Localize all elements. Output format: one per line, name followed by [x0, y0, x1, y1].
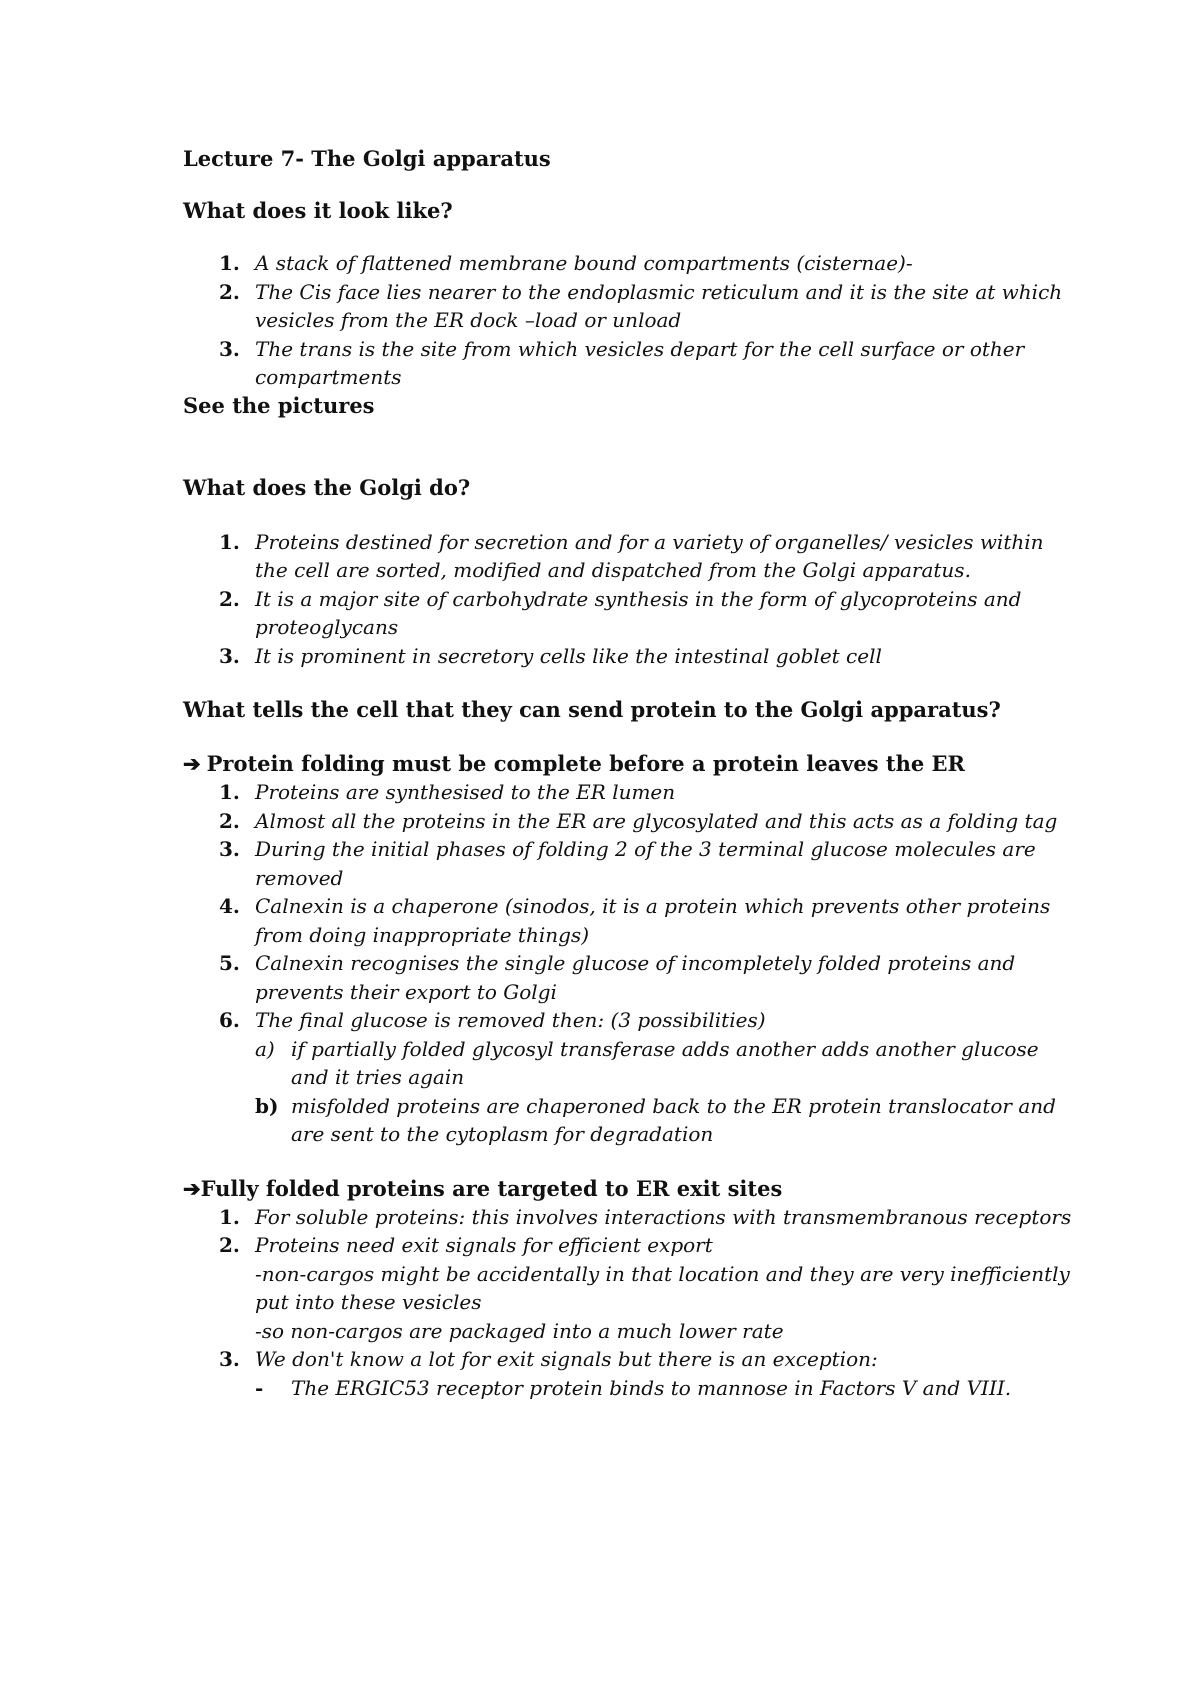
- list-item: [183, 1345, 1080, 1402]
- folding-subheading-text: Protein folding must be complete before a protein leaves the ER: [206, 751, 965, 776]
- sub-item-b: [255, 1092, 1080, 1149]
- see-pictures-note: See the pictures: [183, 392, 375, 418]
- document-title: Lecture 7- The Golgi apparatus: [183, 146, 551, 171]
- list-text: We don't know a lot for exit signals but there is an exception:: [255, 1347, 878, 1371]
- list-number: 2.: [219, 279, 240, 304]
- section-heading-do: What does the Golgi do?: [183, 474, 471, 500]
- list-text: Almost all the proteins in the ER are glycosylated and this acts as a folding tag: [255, 808, 1058, 833]
- list-item: [183, 528, 1080, 585]
- do-list: [183, 528, 1080, 671]
- dash-item-text: The ERGIC53 receptor protein binds to mannose in Factors V and VIII.: [291, 1375, 1012, 1400]
- list-text: During the initial phases of folding 2 of the 3 terminal glucose molecules are removed: [255, 837, 1036, 890]
- folding-subheading: [183, 750, 1080, 778]
- list-number: 2.: [219, 808, 240, 833]
- list-text: The final glucose is removed then: (3 possibilities): [255, 1008, 766, 1032]
- list-number: 1.: [219, 780, 240, 804]
- list-item: [183, 335, 1080, 392]
- list-number: 4.: [219, 894, 240, 918]
- exit-sites-list: [183, 1203, 1080, 1403]
- list-number: 6.: [219, 1008, 240, 1032]
- list-number: 5.: [219, 951, 240, 975]
- list-text: The Cis face lies nearer to the endoplasmic reticulum and it is the site at which vesicles from the ER dock –load or unload: [255, 279, 1063, 332]
- list-text: Proteins destined for secretion and for a variety of organelles/ vesicles within the cell are sorted, modified and dispatched from the Golgi apparatus.: [255, 529, 1044, 582]
- list-item: [183, 949, 1080, 1006]
- arrow-right-icon: ➔: [183, 1175, 201, 1201]
- look-list: [183, 249, 1080, 392]
- list-text: For soluble proteins: this involves interactions with transmembranous receptors: [255, 1204, 1072, 1229]
- sub-item-text: misfolded proteins are chaperoned back to the ER protein translocator and are sent to the cytoplasm for degradation: [291, 1093, 1056, 1146]
- section-heading-tells: What tells the cell that they can send protein to the Golgi apparatus?: [183, 697, 1001, 722]
- list-item: [183, 835, 1080, 892]
- dash-bullet: -: [255, 1375, 264, 1400]
- list-number: 1.: [219, 1204, 240, 1229]
- list-item: [183, 807, 1080, 836]
- arrow-right-icon: ➔: [183, 751, 201, 776]
- list-text: It is prominent in secretory cells like the intestinal goblet cell: [255, 643, 882, 668]
- list-item: [183, 1231, 1080, 1345]
- list-text: The trans is the site from which vesicles depart for the cell surface or other compartments: [255, 336, 1025, 389]
- list-item: [183, 585, 1080, 642]
- sub-item-label: b): [255, 1093, 279, 1118]
- list-text: Calnexin is a chaperone (sinodos, it is a protein which prevents other proteins from doing inappropriate things): [255, 894, 1051, 947]
- list-number: 2.: [219, 586, 240, 611]
- list-text-line: Proteins need exit signals for efficient export: [255, 1233, 713, 1257]
- list-number: 3.: [219, 1347, 240, 1371]
- sub-item-label: a): [255, 1036, 275, 1061]
- sub-item-text: if partially folded glycosyl transferase adds another adds another glucose and it tries again: [291, 1036, 1039, 1089]
- folding-list: [183, 778, 1080, 1149]
- list-text: Calnexin recognises the single glucose of incompletely folded proteins and prevents their export to Golgi: [255, 951, 1016, 1004]
- sub-item-a: [255, 1035, 1080, 1092]
- section-heading-look: What does it look like?: [183, 198, 453, 223]
- list-number: 3.: [219, 837, 240, 861]
- exit-sites-subheading-text: Fully folded proteins are targeted to ER exit sites: [200, 1175, 783, 1201]
- list-number: 1.: [219, 529, 240, 554]
- list-text: It is a major site of carbohydrate synthesis in the form of glycoproteins and proteoglycans: [255, 586, 1022, 639]
- list-number: 3.: [219, 643, 240, 668]
- dash-item: [255, 1374, 1080, 1403]
- list-text: A stack of flattened membrane bound compartments (cisternae)-: [255, 251, 913, 275]
- list-text-line: -so non-cargos are packaged into a much lower rate: [255, 1318, 784, 1343]
- list-number: 2.: [219, 1233, 240, 1257]
- list-item: [183, 249, 1080, 278]
- list-number: 1.: [219, 251, 240, 275]
- list-item: [183, 1203, 1080, 1232]
- list-item: [183, 1006, 1080, 1149]
- list-item: [183, 892, 1080, 949]
- list-number: 3.: [219, 336, 240, 361]
- list-text-line: -non-cargos might be accidentally in that location and they are very inefficiently put into these vesicles: [255, 1261, 1070, 1314]
- list-item: [183, 642, 1080, 671]
- exit-sites-subheading: [183, 1175, 1080, 1203]
- list-item: [183, 278, 1080, 335]
- list-item: [183, 778, 1080, 807]
- list-text: Proteins are synthesised to the ER lumen: [255, 780, 676, 804]
